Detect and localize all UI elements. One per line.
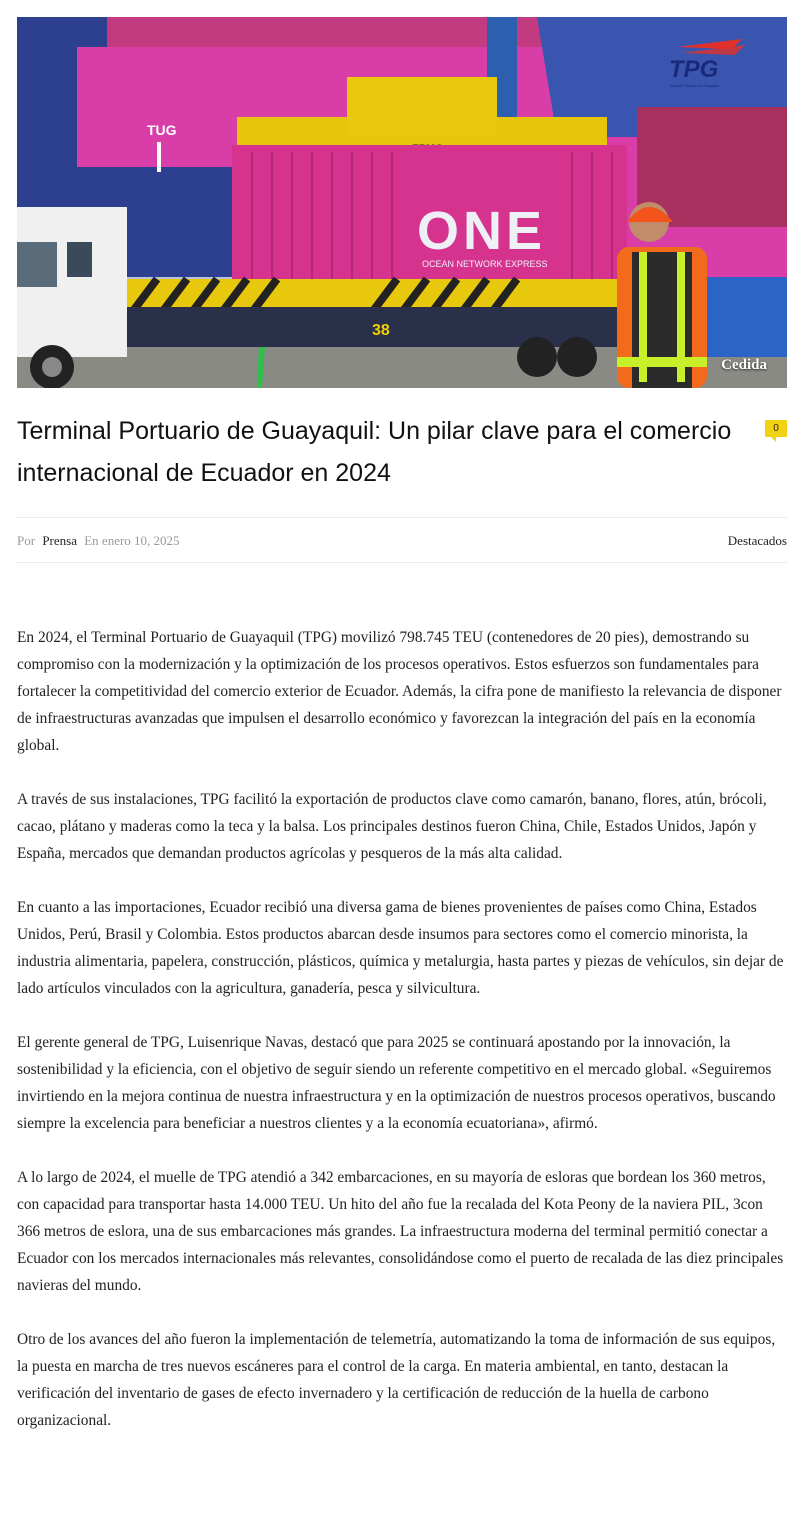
container-brand: ONE <box>417 201 547 261</box>
container-subtitle: OCEAN NETWORK EXPRESS <box>422 259 548 269</box>
article-title: Terminal Portuario de Guayaquil: Un pilar clave para el comercio internacional de Ecuador en 2024 <box>17 417 732 487</box>
truck-number: 38 <box>372 322 390 339</box>
tpg-logo-subtitle: Terminal Portuario de Guayaquil <box>669 84 719 88</box>
publish-date: En enero 10, 2025 <box>84 533 180 548</box>
article-meta <box>17 517 787 563</box>
category-link[interactable]: Destacados <box>727 533 787 548</box>
paragraph: El gerente general de TPG, Luisenrique Navas, destacó que para 2025 se continuará apostando por la innovación, la sostenibilidad y la eficiencia, con el objetivo de seguir siendo un referente competitivo en el mercado global. «Seguiremos invirtiendo en la mejora continua de nuestra infraestructura y en la optimización de nuestros procesos operativos, buscando siempre la excelencia para beneficiar a nuestros clientes y a la economía ecuatoriana», afirmó. <box>17 1034 776 1132</box>
paragraph: A través de sus instalaciones, TPG facilitó la exportación de productos clave como camarón, banano, flores, atún, brócoli, cacao, plátano y maderas como la teca y la balsa. Los principales destinos fueron China, Chile, Estados Unidos, Japón y España, mercados que demandan productos agrícolas y pesqueros de la más alta calidad. <box>17 791 767 862</box>
author-link[interactable]: Prensa <box>42 533 77 548</box>
paragraph: A lo largo de 2024, el muelle de TPG atendió a 342 embarcaciones, en su mayoría de esloras que bordean los 360 metros, con capacidad para transportar hasta 14.000 TEU. Un hito del año fue la recalada del Kota Peony de la naviera PIL, 3con 366 metros de eslora, una de sus embarcaciones más grandes. La infraestructura moderna del terminal permitió conectar a Ecuador con los mercados internacionales más relevantes, consolidándose como el puerto de recalada de las diez principales navieras del mundo. <box>17 1169 784 1294</box>
paragraph: En cuanto a las importaciones, Ecuador recibió una diversa gama de bienes provenientes de países como China, Estados Unidos, Perú, Brasil y Colombia. Estos productos abarcan desde insumos para sectores como el comercio minorista, la industria alimentaria, papelera, construcción, plásticos, química y metalurgia, hasta partes y piezas de vehículos, sin dejar de lado artículos vinculados con la agricultura, ganadería, pesca y silvicultura. <box>17 899 784 997</box>
tug-label: TUG <box>147 122 177 138</box>
paragraph: Otro de los avances del año fueron la implementación de telemetría, automatizando la toma de información de sus equipos, la puesta en marcha de tres nuevos escáneres para el control de la carga. En materia ambiental, en tanto, destacan la verificación del inventario de gases de efecto invernadero y la certificación de reducción de la huella de carbono organizacional. <box>17 1331 776 1429</box>
hero-image <box>17 17 787 388</box>
comment-count-badge[interactable]: 0 <box>765 420 787 437</box>
paragraph: En 2024, el Terminal Portuario de Guayaquil (TPG) movilizó 798.745 TEU (contenedores de 20 pies), demostrando su compromiso con la modernización y la optimización de los procesos operativos. Estos esfuerzos son fundamentales para fortalecer la competitividad del comercio exterior de Ecuador. Además, la cifra pone de manifiesto la relevancia de disponer de infraestructuras avanzadas que impulsen el desarrollo económico y favorezcan la integración del país en la economía global. <box>17 629 782 754</box>
byline-prefix: Por <box>17 533 36 548</box>
article-body <box>17 624 787 1461</box>
port-photo <box>17 17 787 388</box>
tpg-logo: TPG <box>669 56 719 83</box>
image-caption: Cedida <box>721 357 767 373</box>
